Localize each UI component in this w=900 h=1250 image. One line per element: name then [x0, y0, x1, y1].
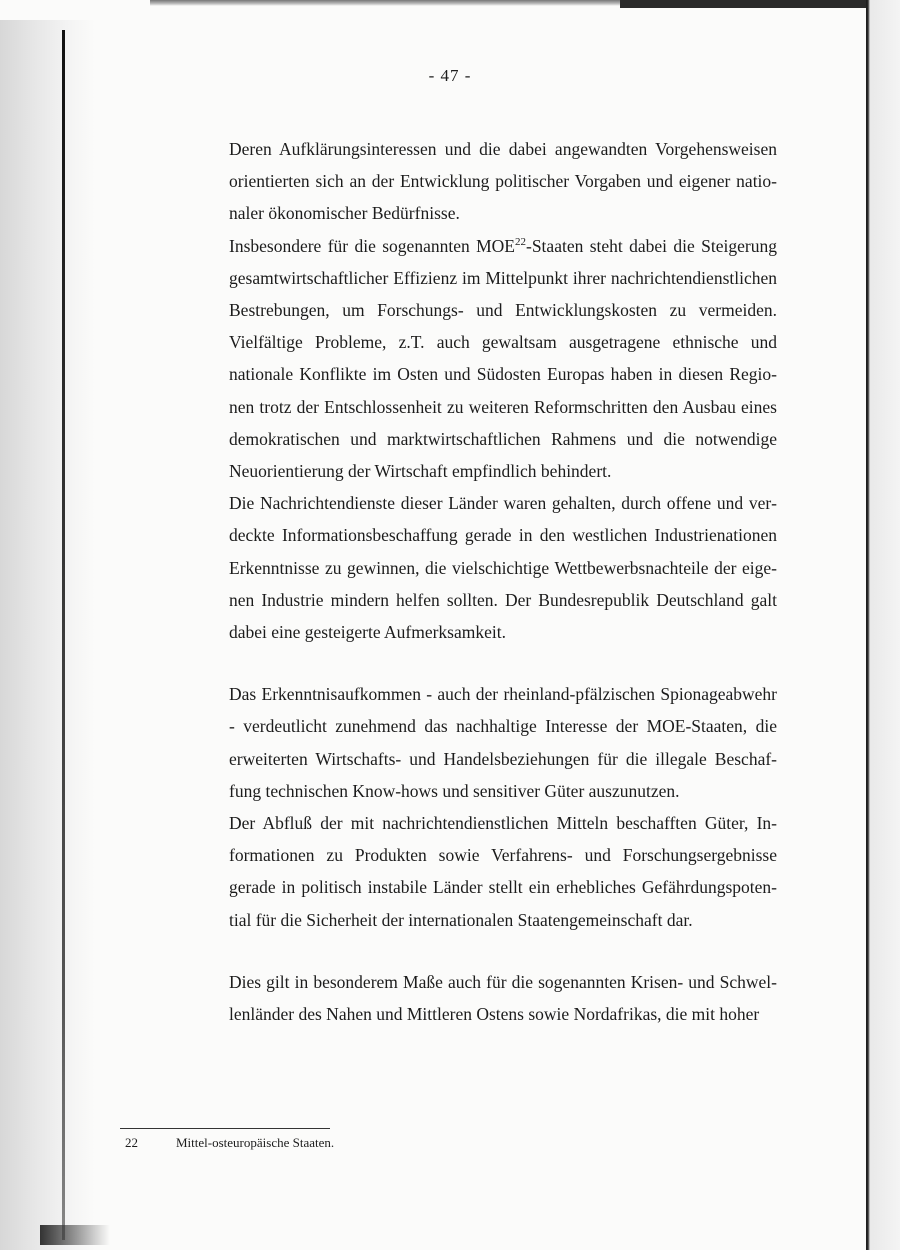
paragraph-4: Das Erkenntnisaufkommen - auch der rheinland-pfälzischen Spionageabwehr - verdeutlicht zunehmend das nachhaltige Interesse der MOE-Staaten, die erweiterten Wirtschafts- und Handelsbeziehungen für die illegale Beschaffung technischen Know-hows und sensitiver Güter auszunutzen. [229, 684, 777, 801]
paragraph-6: Dies gilt in besonderem Maße auch für die sogenannten Krisen- und Schwellenländer des Nahen und Mittleren Ostens sowie Nordafrikas, die mit hoher [229, 971, 777, 1025]
footnote-separator [120, 1128, 330, 1129]
page-number: - 47 - [428, 66, 472, 85]
footnote-text: Mittel-osteuropäische Staaten. [176, 1135, 335, 1150]
top-edge-dark-band [620, 0, 868, 8]
paragraph-2 [229, 230, 777, 488]
book-spine-shadow [0, 20, 95, 1250]
spine-corner-shadow [40, 1225, 110, 1245]
body-text [229, 133, 777, 1030]
footnote-reference: 22 [515, 235, 526, 248]
footnote [120, 1135, 420, 1151]
paragraph-2-rest: -Staaten steht dabei die Steigerung gesamtwirtschaftlicher Effizienz im Mittelpunkt ihrer nachrichtendienstlichen Bestrebungen, um Forschungs- und Entwicklungskosten zu vermeiden. Vielfältige Probleme, z.T. auch gewaltsam ausgetragene ethnische und nationale Konflikte im Osten und Südosten Europas haben in diesen Regionen trotz der Entschlossenheit zu weiteren Reformschritten den Ausbau eines demokratischen und marktwirtschaftlichen Rahmens und die notwendige Neuorientierung der Wirtschaft empfindlich behindert. [229, 235, 777, 482]
book-spine-edge [62, 30, 65, 1240]
paragraph-5: Der Abfluß der mit nachrichtendienstlichen Mitteln beschafften Güter, Informationen zu Produkten sowie Verfahrens- und Forschungsergebnisse gerade in politisch instabile Länder stellt ein erhebliches Gefährdungspotential für die Sicherheit der internationalen Staatengemeinschaft dar. [229, 813, 777, 930]
paragraph-1: Deren Aufklärungsinteressen und die dabei angewandten Vorgehensweisen orientierten sich an der Entwicklung politischer Vorgaben und eigener nationaler ökonomischer Bedürfnisse. [229, 139, 777, 224]
right-page-edge [866, 0, 900, 1250]
footnote-number: 22 [125, 1135, 138, 1150]
paragraph-2-start: Insbesondere für die sogenannten MOE [229, 235, 515, 256]
paragraph-3: Die Nachrichtendienste dieser Länder waren gehalten, durch offene und verdeckte Informationsbeschaffung gerade in den westlichen Industrienationen Erkenntnisse zu gewinnen, die vielschichtige Wettbewerbsnachteile der eigenen Industrie mindern helfen sollten. Der Bundesrepublik Deutschland galt dabei eine gesteigerte Aufmerksamkeit. [229, 493, 777, 643]
footnote-area [120, 1128, 420, 1151]
